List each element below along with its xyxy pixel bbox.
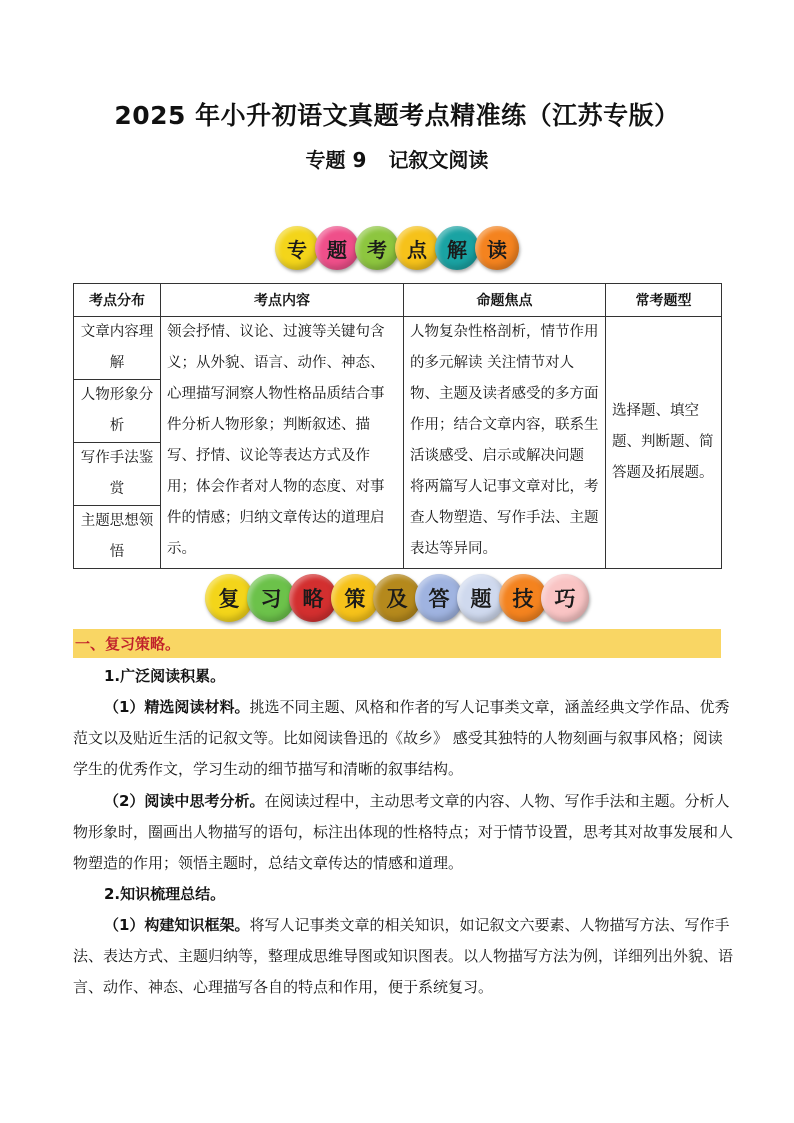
subsection-heading: 1.广泛阅读积累。	[104, 667, 226, 685]
paragraph-text: 挑选不同主题、风格和作者的写人记事类文章，涵盖经典文学作品、优秀范文以及贴近生活的记叙文等。比如阅读鲁迅的《故乡》 感受其独特的人物刻画与叙事风格；阅读学生的优秀作文，学习生动的细节描写和清晰的叙事结构。	[73, 698, 730, 778]
subtitle-label: 专题 9	[305, 148, 367, 172]
badge-circle: 解	[435, 226, 479, 270]
category-cell: 文章内容理解	[74, 317, 161, 380]
badge-row-exam-points	[0, 226, 794, 270]
badge-circle: 答	[415, 574, 463, 622]
subsection-heading: 2.知识梳理总结。	[104, 885, 226, 903]
paragraph-lead: （1）精选阅读材料。	[104, 698, 250, 716]
paragraph	[73, 910, 733, 1003]
paragraph-lead: （2）阅读中思考分析。	[104, 792, 265, 810]
badge-circle: 点	[395, 226, 439, 270]
section-heading: 一、复习策略。	[75, 635, 181, 653]
paragraph-text: 在阅读过程中，主动思考文章的内容、人物、写作手法和主题。分析人物形象时，圈画出人物描写的语句，标注出体现的性格特点；对于情节设置，思考其对故事发展和人物塑造的作用；领悟主题时，总结文章传达的情感和道理。	[73, 792, 734, 872]
document-subtitle	[0, 144, 794, 173]
paragraph	[73, 786, 733, 879]
table-header: 命题焦点	[404, 284, 606, 317]
category-cell: 人物形象分析	[74, 380, 161, 443]
table-header: 考点内容	[161, 284, 404, 317]
badge-circle: 题	[315, 226, 359, 270]
badge-circle: 习	[247, 574, 295, 622]
badge-circle: 巧	[541, 574, 589, 622]
paragraph	[73, 692, 733, 785]
badge-circle: 读	[475, 226, 519, 270]
category-cell: 主题思想领悟	[74, 506, 161, 569]
types-cell: 选择题、填空题、判断题、简答题及拓展题。	[606, 317, 722, 569]
document-title: 2025 年小升初语文真题考点精准练（江苏专版）	[114, 101, 680, 130]
subtitle-name: 记叙文阅读	[388, 148, 489, 172]
paragraph-lead: （1）构建知识框架。	[104, 916, 250, 934]
badge-circle: 及	[373, 574, 421, 622]
content-cell: 领会抒情、议论、过渡等关键句含义；从外貌、语言、动作、神态、心理描写洞察人物性格品质结合事件分析人物形象；判断叙述、描写、抒情、议论等表达方式及作用；体会作者对人物的态度、对事件的情感；归纳文章传达的道理启示。	[161, 317, 404, 569]
badge-circle: 考	[355, 226, 399, 270]
badge-circle: 技	[499, 574, 547, 622]
badge-circle: 题	[457, 574, 505, 622]
table-header: 常考题型	[606, 284, 722, 317]
table-header: 考点分布	[74, 284, 161, 317]
category-cell: 写作手法鉴赏	[74, 443, 161, 506]
focus-cell: 人物复杂性格剖析，情节作用的多元解读 关注情节对人物、主题及读者感受的多方面作用；结合文章内容，联系生活谈感受、启示或解决问题 将两篇写人记事文章对比，考查人物塑造、写作手法、主题表达等异同。	[404, 317, 606, 569]
table-row	[74, 317, 722, 380]
badge-circle: 复	[205, 574, 253, 622]
paragraph-text: 将写人记事类文章的相关知识，如记叙文六要素、人物描写方法、写作手法、表达方式、主题归纳等，整理成思维导图或知识图表。以人物描写方法为例，详细列出外貌、语言、动作、神态、心理描写各自的特点和作用，便于系统复习。	[73, 916, 734, 996]
badge-circle: 策	[331, 574, 379, 622]
badge-circle: 专	[275, 226, 319, 270]
exam-points-table	[73, 283, 722, 569]
table-header-row	[74, 284, 722, 317]
badge-circle: 略	[289, 574, 337, 622]
section-heading-bar	[73, 629, 721, 658]
badge-row-review-strategy	[0, 574, 794, 622]
